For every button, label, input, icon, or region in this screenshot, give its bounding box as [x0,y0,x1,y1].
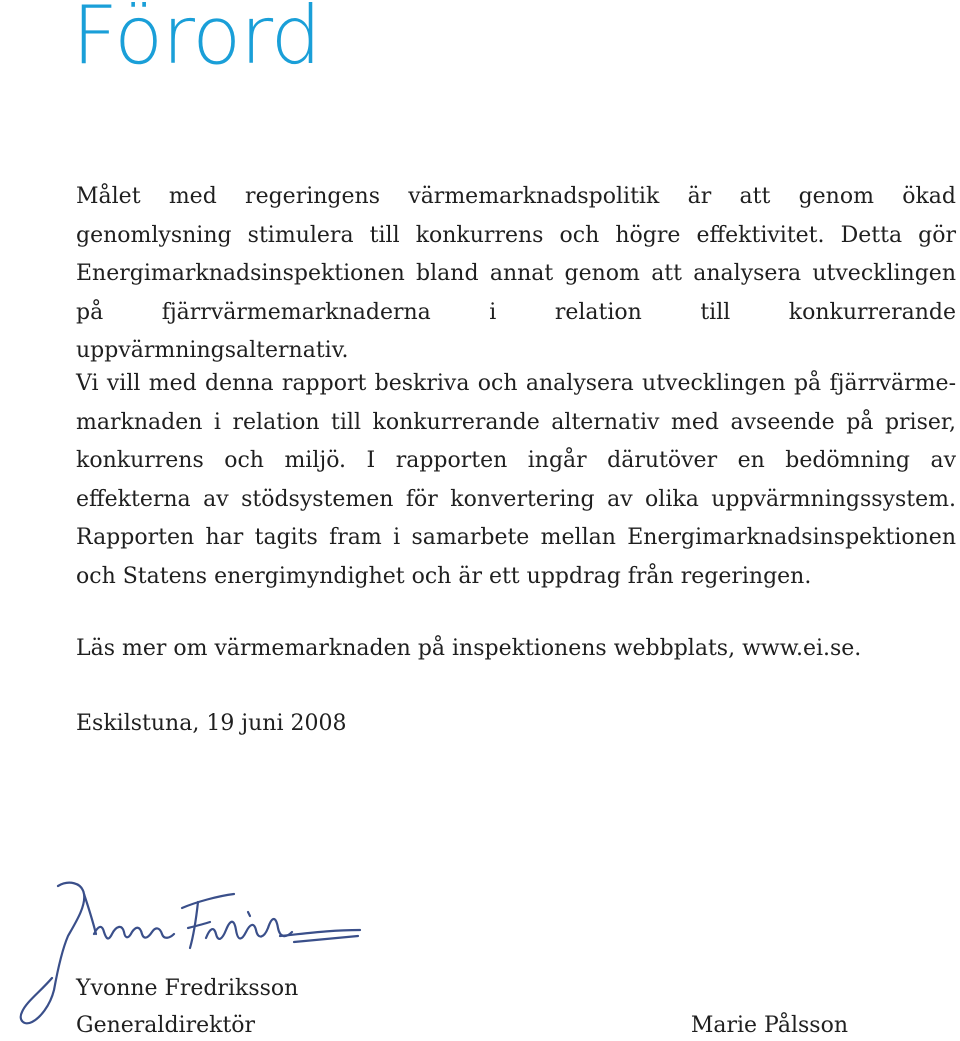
paragraph-intro: Målet med regeringens värmemarknadspolitik är att genom ökad genomlysning stimulera till konkurrens och högre effektivitet. Detta gör Energimarknadsinspektionen bland annat genom att analysera utvecklingen på fjärrvärmemarknaderna i relation till konkurrerande uppvärmningsalternativ. [76,184,956,363]
signatory-right-name: Marie Pålsson [690,1013,848,1038]
page-title: Förord [72,0,321,82]
signatory-left-name: Yvonne Fredriksson [76,976,299,1001]
signatory-left-title: Generaldirektör [76,1013,256,1038]
paragraph-report-description: Vi vill med denna rapport beskriva och analysera utvecklingen på fjärrvärmemarknaden i relation till konkurrerande alternativ med avseende på priser, konkurrens och miljö. I rapporten ingår därutöver en bedömning av effekterna av stödsystemen för konvertering av olika uppvärmningssystem. Rapporten har tagits fram i samarbete mellan Energimarknadsinspektionen och Statens energimyndighet och är ett uppdrag från regeringen. [76,371,956,589]
more-info-line: Läs mer om värmemarknaden på inspektionens webbplats, www.ei.se. [76,636,862,661]
place-date: Eskilstuna, 19 juni 2008 [76,711,347,736]
handwritten-signature [10,872,370,1032]
